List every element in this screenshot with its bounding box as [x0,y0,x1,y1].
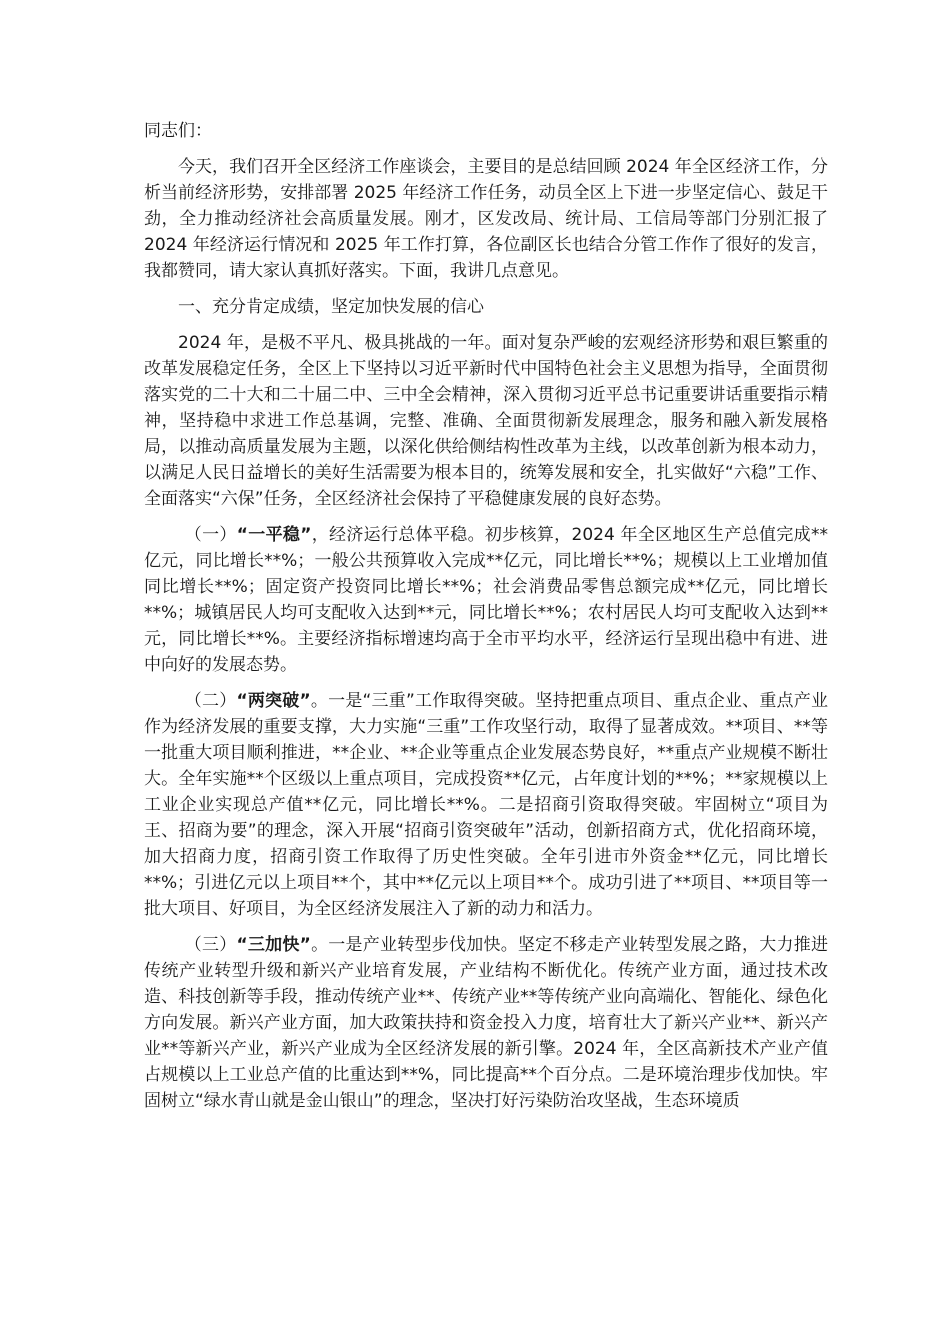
section-1-paragraph: 2024 年，是极不平凡、极具挑战的一年。面对复杂严峻的宏观经济形势和艰巨繁重的改革发展稳定任务，全区上下坚持以习近平新时代中国特色社会主义思想为指导，全面贯彻落实党的二十大和二十届二中、三中全会精神，深入贯彻习近平总书记重要讲话重要指示精神，坚持稳中求进工作总基调，完整、准确、全面贯彻新发展理念，服务和融入新发展格局，以推动高质量发展为主题，以深化供给侧结构性改革为主线，以改革创新为根本动力，以满足人民日益增长的美好生活需要为根本目的，统筹发展和安全，扎实做好“六稳”工作、全面落实“六保”任务，全区经济社会保持了平稳健康发展的良好态势。 [144,333,828,509]
item-2-paragraph [144,688,828,922]
item-1-body: ，经济运行总体平稳。初步核算，2024 年全区地区生产总值完成**亿元，同比增长**%；一般公共预算收入完成**亿元，同比增长**%；规模以上工业增加值同比增长**%；固定资产投资同比增长**%；社会消费品零售总额完成**亿元，同比增长**%；城镇居民人均可支配收入达到**元，同比增长**%；农村居民人均可支配收入达到**元，同比增长**%。主要经济指标增速均高于全市平均水平，经济运行呈现出稳中有进、进中向好的发展态势。 [144,525,828,675]
item-1-lead: “一平稳” [236,525,312,545]
item-1-paragraph [144,522,828,678]
document-page [144,118,828,1124]
item-2-prefix: （二） [184,691,237,711]
item-3-prefix: （三） [184,935,237,955]
section-heading-1: 一、充分肯定成绩，坚定加快发展的信心 [178,297,484,317]
item-3-body: 。一是产业转型步伐加快。坚定不移走产业转型发展之路，大力推进传统产业转型升级和新兴产业培育发展，产业结构不断优化。传统产业方面，通过技术改造、科技创新等手段，推动传统产业**、传统产业**等传统产业向高端化、智能化、绿色化方向发展。新兴产业方面，加大政策扶持和资金投入力度，培育壮大了新兴产业**、新兴产业**等新兴产业，新兴产业成为全区经济发展的新引擎。2024 年，全区高新技术产业产值占规模以上工业总产值的比重达到**%，同比提高**个百分点。二是环境治理步伐加快。牢固树立“绿水青山就是金山银山”的理念，坚决打好污染防治攻坚战，生态环境质 [144,935,828,1111]
item-1-prefix: （一） [184,525,237,545]
item-2-body: 。一是“三重”工作取得突破。坚持把重点项目、重点企业、重点产业作为经济发展的重要支撑，大力实施“三重”工作攻坚行动，取得了显著成效。**项目、**等一批重大项目顺利推进，**企业、**企业等重点企业发展态势良好，**重点产业规模不断壮大。全年实施**个区级以上重点项目，完成投资**亿元，占年度计划的**%；**家规模以上工业企业实现总产值**亿元，同比增长**%。二是招商引资取得突破。牢固树立“项目为王、招商为要”的理念，深入开展“招商引资突破年”活动，创新招商方式，优化招商环境，加大招商力度，招商引资工作取得了历史性突破。全年引进市外资金**亿元，同比增长**%；引进亿元以上项目**个，其中**亿元以上项目**个。成功引进了**项目、**项目等一批大项目、好项目，为全区经济发展注入了新的动力和活力。 [144,691,828,919]
item-3-lead: “三加快” [236,935,311,955]
greeting: 同志们： [144,121,212,141]
item-2-lead: “两突破” [236,691,311,711]
intro-paragraph: 今天，我们召开全区经济工作座谈会，主要目的是总结回顾 2024 年全区经济工作，分析当前经济形势，安排部署 2025 年经济工作任务，动员全区上下进一步坚定信心、鼓足干劲，全力推动经济社会高质量发展。刚才，区发改局、统计局、工信局等部门分别汇报了 2024 年经济运行情况和 2025 年工作打算，各位副区长也结合分管工作作了很好的发言，我都赞同，请大家认真抓好落实。下面，我讲几点意见。 [144,157,828,281]
item-3-paragraph [144,932,828,1114]
